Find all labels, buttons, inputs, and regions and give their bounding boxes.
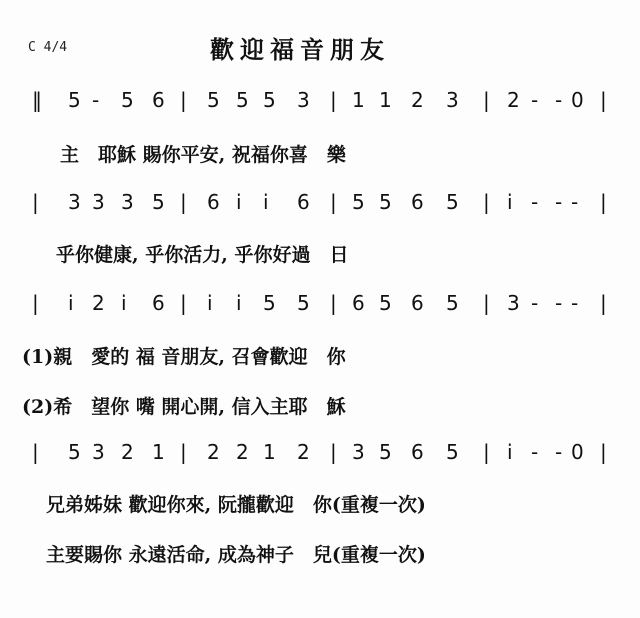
barline: | xyxy=(330,88,337,112)
note: 2 xyxy=(236,440,249,464)
lyric-line-5: 兄弟姊妹 歡迎你來, 阮攏歡迎 你(重複一次) xyxy=(46,494,426,516)
note: - xyxy=(555,291,563,315)
barline: ‖ xyxy=(32,88,42,112)
note: i xyxy=(263,190,269,214)
barline: | xyxy=(330,440,337,464)
note: - xyxy=(571,190,579,214)
note: i xyxy=(507,190,513,214)
note: 3 xyxy=(446,88,459,112)
note: 3 xyxy=(68,190,81,214)
barline: | xyxy=(483,88,490,112)
lyric-line-2: 乎你健康, 乎你活力, 乎你好過 日 xyxy=(56,244,349,266)
note: 5 xyxy=(446,190,459,214)
note: 2 xyxy=(411,88,424,112)
note: 5 xyxy=(68,88,81,112)
notation-row-4 xyxy=(0,440,640,466)
note: 1 xyxy=(263,440,276,464)
note: 5 xyxy=(263,291,276,315)
note: - xyxy=(92,88,100,112)
barline: | xyxy=(483,190,490,214)
barline: | xyxy=(32,190,39,214)
note: 5 xyxy=(379,190,392,214)
barline: | xyxy=(180,440,187,464)
note: - xyxy=(555,440,563,464)
note: 1 xyxy=(379,88,392,112)
song-title: 歡迎福音朋友 xyxy=(210,35,390,64)
note: 2 xyxy=(207,440,220,464)
note: 5 xyxy=(152,190,165,214)
note: - xyxy=(571,291,579,315)
note: 2 xyxy=(92,291,105,315)
note: 6 xyxy=(411,291,424,315)
barline: | xyxy=(600,291,607,315)
barline: | xyxy=(600,88,607,112)
barline: | xyxy=(330,190,337,214)
note: 6 xyxy=(352,291,365,315)
lyric-line-6: 主要賜你 永遠活命, 成為神子 兒(重複一次) xyxy=(46,544,426,566)
note: 1 xyxy=(352,88,365,112)
note: - xyxy=(555,190,563,214)
note: - xyxy=(531,190,539,214)
note: 5 xyxy=(446,291,459,315)
lyric-line-1: 主 耶穌 賜你平安, 祝福你喜 樂 xyxy=(60,144,346,166)
note: 5 xyxy=(297,291,310,315)
note: 0 xyxy=(571,440,584,464)
note: i xyxy=(236,291,242,315)
note: 5 xyxy=(236,88,249,112)
note: 5 xyxy=(352,190,365,214)
note: 3 xyxy=(352,440,365,464)
note: 2 xyxy=(507,88,520,112)
note: 6 xyxy=(152,291,165,315)
note: i xyxy=(507,440,513,464)
note: 0 xyxy=(571,88,584,112)
note: 2 xyxy=(121,440,134,464)
barline: | xyxy=(600,440,607,464)
note: - xyxy=(555,88,563,112)
note: - xyxy=(531,291,539,315)
note: 1 xyxy=(152,440,165,464)
note: 2 xyxy=(297,440,310,464)
note: 6 xyxy=(207,190,220,214)
note: 6 xyxy=(411,440,424,464)
note: 5 xyxy=(446,440,459,464)
barline: | xyxy=(330,291,337,315)
notation-row-2 xyxy=(0,190,640,216)
note: 6 xyxy=(411,190,424,214)
barline: | xyxy=(32,291,39,315)
note: i xyxy=(236,190,242,214)
note: 3 xyxy=(92,440,105,464)
note: - xyxy=(531,440,539,464)
lyric-line-3: (1)親 愛的 福 音朋友, 召會歡迎 你 xyxy=(22,346,346,368)
note: 5 xyxy=(121,88,134,112)
barline: | xyxy=(180,190,187,214)
barline: | xyxy=(483,440,490,464)
barline: | xyxy=(483,291,490,315)
barline: | xyxy=(180,291,187,315)
barline: | xyxy=(32,440,39,464)
barline: | xyxy=(180,88,187,112)
lyric-line-4: (2)希 望你 嘴 開心開, 信入主耶 穌 xyxy=(22,396,346,418)
note: i xyxy=(121,291,127,315)
note: 3 xyxy=(297,88,310,112)
barline: | xyxy=(600,190,607,214)
note: 6 xyxy=(152,88,165,112)
note: 3 xyxy=(92,190,105,214)
note: 3 xyxy=(507,291,520,315)
key-signature: C 4/4 xyxy=(28,40,68,55)
note: 5 xyxy=(68,440,81,464)
notation-row-3 xyxy=(0,291,640,317)
note: 5 xyxy=(263,88,276,112)
note: i xyxy=(207,291,213,315)
notation-row-1 xyxy=(0,88,640,114)
note: 5 xyxy=(379,291,392,315)
note: 5 xyxy=(379,440,392,464)
note: i xyxy=(68,291,74,315)
note: 5 xyxy=(207,88,220,112)
note: 3 xyxy=(121,190,134,214)
note: - xyxy=(531,88,539,112)
note: 6 xyxy=(297,190,310,214)
